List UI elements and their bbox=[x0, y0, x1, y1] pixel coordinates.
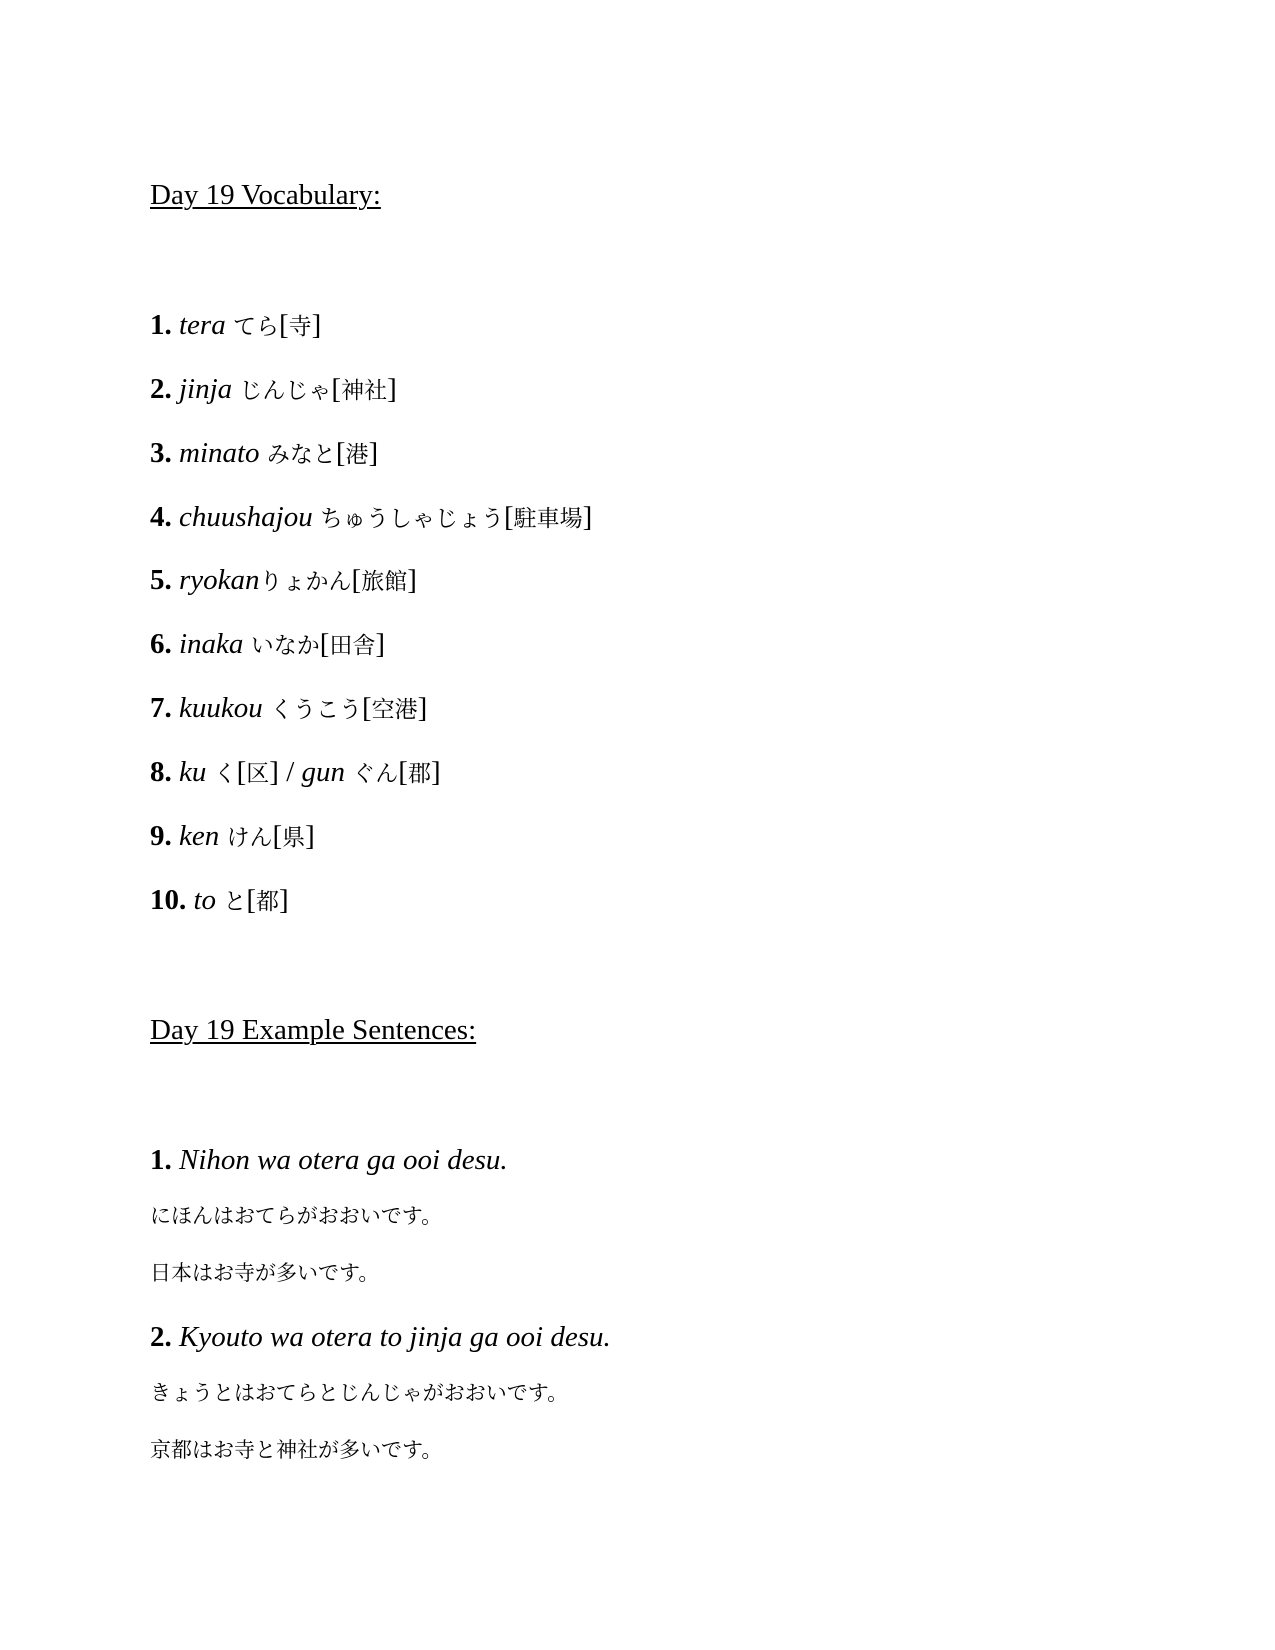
vocab-romaji: minato bbox=[179, 437, 260, 469]
vocab-item: 7. kuukou くうこう[空港] bbox=[150, 692, 428, 724]
vocab-kanji: 県 bbox=[282, 825, 306, 851]
vocab-kanji-alt: 郡 bbox=[407, 761, 431, 787]
vocab-romaji: tera bbox=[179, 309, 226, 341]
vocab-separator: / bbox=[286, 756, 295, 788]
vocab-romaji: ken bbox=[179, 820, 220, 852]
vocab-romaji-alt: gun bbox=[301, 756, 346, 788]
sentence-romaji-line bbox=[150, 1323, 611, 1352]
vocab-item: 1. tera てら[寺] bbox=[150, 309, 322, 341]
vocab-number: 6. bbox=[150, 628, 172, 660]
vocab-number: 2. bbox=[150, 373, 172, 405]
vocab-item: 2. jinja じんじゃ[神社] bbox=[150, 373, 397, 405]
vocab-item: 6. inaka いなか[田舎] bbox=[150, 628, 386, 660]
vocab-number: 8. bbox=[150, 756, 172, 788]
vocab-kana: いなか bbox=[250, 633, 320, 659]
sentence-kanji: 京都はお寺と神社が多いです。 bbox=[150, 1438, 443, 1462]
vocab-item: 8. ku く[区] / gun ぐん[郡] bbox=[150, 756, 441, 788]
sentence-number: 1. bbox=[150, 1144, 172, 1176]
vocabulary-heading: Day 19 Vocabulary: bbox=[150, 179, 381, 211]
vocab-kana: てら bbox=[232, 314, 279, 340]
vocab-kana: みなと bbox=[266, 442, 336, 468]
vocab-number: 3. bbox=[150, 437, 172, 469]
sentence-kana: にほんはおてらがおおいです。 bbox=[150, 1204, 443, 1228]
vocab-kanji: 寺 bbox=[288, 314, 312, 340]
vocab-romaji: kuukou bbox=[179, 692, 263, 724]
vocab-kanji: 都 bbox=[255, 889, 279, 915]
sentence-kana: きょうとはおてらとじんじゃがおおいです。 bbox=[150, 1381, 569, 1405]
vocab-kana: くうこう bbox=[270, 697, 362, 723]
vocab-kanji: 駐車場 bbox=[513, 506, 583, 532]
vocab-number: 7. bbox=[150, 692, 172, 724]
vocab-number: 9. bbox=[150, 820, 172, 852]
sentence-romaji-line bbox=[150, 1146, 508, 1175]
vocab-romaji: inaka bbox=[179, 628, 244, 660]
vocab-kana: じんじゃ bbox=[239, 378, 332, 404]
vocab-kana-alt: ぐん bbox=[352, 761, 399, 787]
vocab-kanji: 旅館 bbox=[361, 569, 408, 595]
vocab-romaji: to bbox=[193, 884, 217, 916]
vocab-kanji: 区 bbox=[246, 761, 270, 787]
sentence-romaji: Kyouto wa otera to jinja ga ooi desu. bbox=[179, 1321, 611, 1353]
vocab-romaji: jinja bbox=[179, 373, 233, 405]
vocab-romaji: chuushajou bbox=[179, 501, 313, 533]
vocab-item: 4. chuushajou ちゅうしゃじょう[駐車場] bbox=[150, 501, 593, 533]
vocab-item: 3. minato みなと[港] bbox=[150, 437, 379, 469]
sentence-kanji: 日本はお寺が多いです。 bbox=[150, 1261, 380, 1285]
vocab-item: 5. ryokanりょかん[旅館] bbox=[150, 564, 417, 596]
vocab-kana: けん bbox=[226, 825, 273, 851]
sentence-romaji: Nihon wa otera ga ooi desu. bbox=[179, 1144, 508, 1176]
vocab-kana: く bbox=[213, 761, 237, 787]
vocab-item: 10. to と[都] bbox=[150, 884, 289, 916]
sentences-heading: Day 19 Example Sentences: bbox=[150, 1014, 477, 1046]
vocab-kanji: 空港 bbox=[371, 697, 418, 723]
vocab-number: 5. bbox=[150, 564, 172, 596]
vocab-kanji: 神社 bbox=[341, 378, 388, 404]
sentence-number: 2. bbox=[150, 1321, 172, 1353]
vocab-number: 4. bbox=[150, 501, 172, 533]
vocab-kanji: 港 bbox=[345, 442, 369, 468]
vocab-kanji: 田舎 bbox=[329, 633, 376, 659]
vocab-kana: と bbox=[223, 889, 247, 915]
vocab-item: 9. ken けん[県] bbox=[150, 820, 315, 852]
vocab-romaji: ryokan bbox=[179, 564, 260, 596]
vocab-number: 10. bbox=[150, 884, 187, 916]
vocab-kana: ちゅうしゃじょう bbox=[319, 506, 504, 532]
vocab-number: 1. bbox=[150, 309, 172, 341]
vocab-kana: りょかん bbox=[259, 569, 352, 595]
vocab-romaji: ku bbox=[179, 756, 207, 788]
